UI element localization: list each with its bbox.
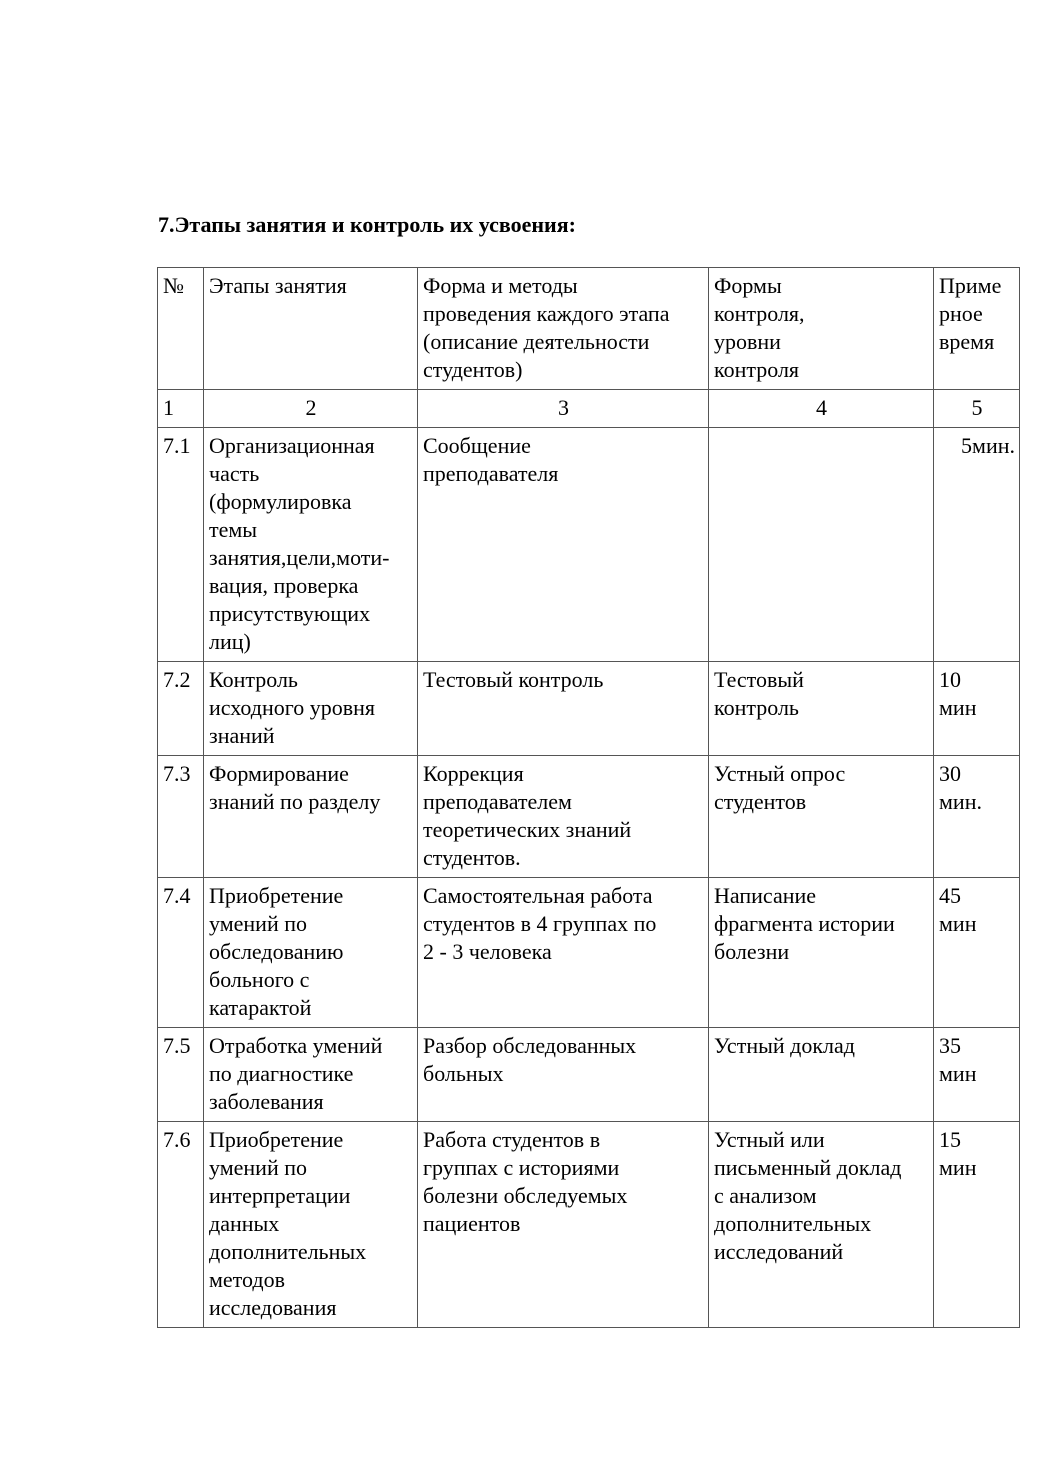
section-heading: 7.Этапы занятия и контроль их усвоения: bbox=[158, 212, 576, 237]
row-control: Тестовый контроль bbox=[709, 662, 934, 756]
row-method: Коррекция преподавателем теоретических знаний студентов. bbox=[418, 756, 709, 878]
row-time: 30 мин. bbox=[934, 756, 1020, 878]
row-time: 5мин. bbox=[934, 428, 1020, 662]
row-time: 45 мин bbox=[934, 878, 1020, 1028]
column-number: 4 bbox=[709, 390, 934, 428]
row-stage: Приобретение умений по обследованию больного с катарактой bbox=[204, 878, 418, 1028]
row-method: Самостоятельная работа студентов в 4 группах по 2 - 3 человека bbox=[418, 878, 709, 1028]
column-number: 3 bbox=[418, 390, 709, 428]
table-row bbox=[158, 878, 1020, 1028]
row-time: 15 мин bbox=[934, 1122, 1020, 1328]
row-control: Устный или письменный доклад с анализом дополнительных исследований bbox=[709, 1122, 934, 1328]
header-time: Приме рное время bbox=[934, 268, 1020, 390]
row-stage: Организационная часть (формулировка темы занятия,цели,моти- вация, проверка присутствующих лиц) bbox=[204, 428, 418, 662]
row-control: Устный опрос студентов bbox=[709, 756, 934, 878]
row-stage: Отработка умений по диагностике заболевания bbox=[204, 1028, 418, 1122]
header-method: Форма и методы проведения каждого этапа (описание деятельности студентов) bbox=[418, 268, 709, 390]
row-stage: Приобретение умений по интерпретации данных дополнительных методов исследования bbox=[204, 1122, 418, 1328]
row-num: 7.5 bbox=[158, 1028, 204, 1122]
table-header-row bbox=[158, 268, 1020, 390]
row-method: Сообщение преподавателя bbox=[418, 428, 709, 662]
row-num: 7.1 bbox=[158, 428, 204, 662]
row-num: 7.3 bbox=[158, 756, 204, 878]
row-control bbox=[709, 428, 934, 662]
header-control: Формы контроля, уровни контроля bbox=[709, 268, 934, 390]
column-number: 5 bbox=[934, 390, 1020, 428]
column-number-row bbox=[158, 390, 1020, 428]
row-method: Тестовый контроль bbox=[418, 662, 709, 756]
row-num: 7.4 bbox=[158, 878, 204, 1028]
row-num: 7.6 bbox=[158, 1122, 204, 1328]
row-time: 35 мин bbox=[934, 1028, 1020, 1122]
table-row bbox=[158, 1028, 1020, 1122]
row-method: Разбор обследованных больных bbox=[418, 1028, 709, 1122]
column-number: 1 bbox=[158, 390, 204, 428]
table-row bbox=[158, 756, 1020, 878]
lesson-stages-table bbox=[157, 267, 1020, 1328]
table-row bbox=[158, 1122, 1020, 1328]
table-row bbox=[158, 662, 1020, 756]
header-num: № bbox=[158, 268, 204, 390]
row-method: Работа студентов в группах с историями болезни обследуемых пациентов bbox=[418, 1122, 709, 1328]
row-stage: Формирование знаний по разделу bbox=[204, 756, 418, 878]
table-row bbox=[158, 428, 1020, 662]
header-stage: Этапы занятия bbox=[204, 268, 418, 390]
row-control: Написание фрагмента истории болезни bbox=[709, 878, 934, 1028]
row-time: 10 мин bbox=[934, 662, 1020, 756]
row-num: 7.2 bbox=[158, 662, 204, 756]
row-stage: Контроль исходного уровня знаний bbox=[204, 662, 418, 756]
column-number: 2 bbox=[204, 390, 418, 428]
row-control: Устный доклад bbox=[709, 1028, 934, 1122]
